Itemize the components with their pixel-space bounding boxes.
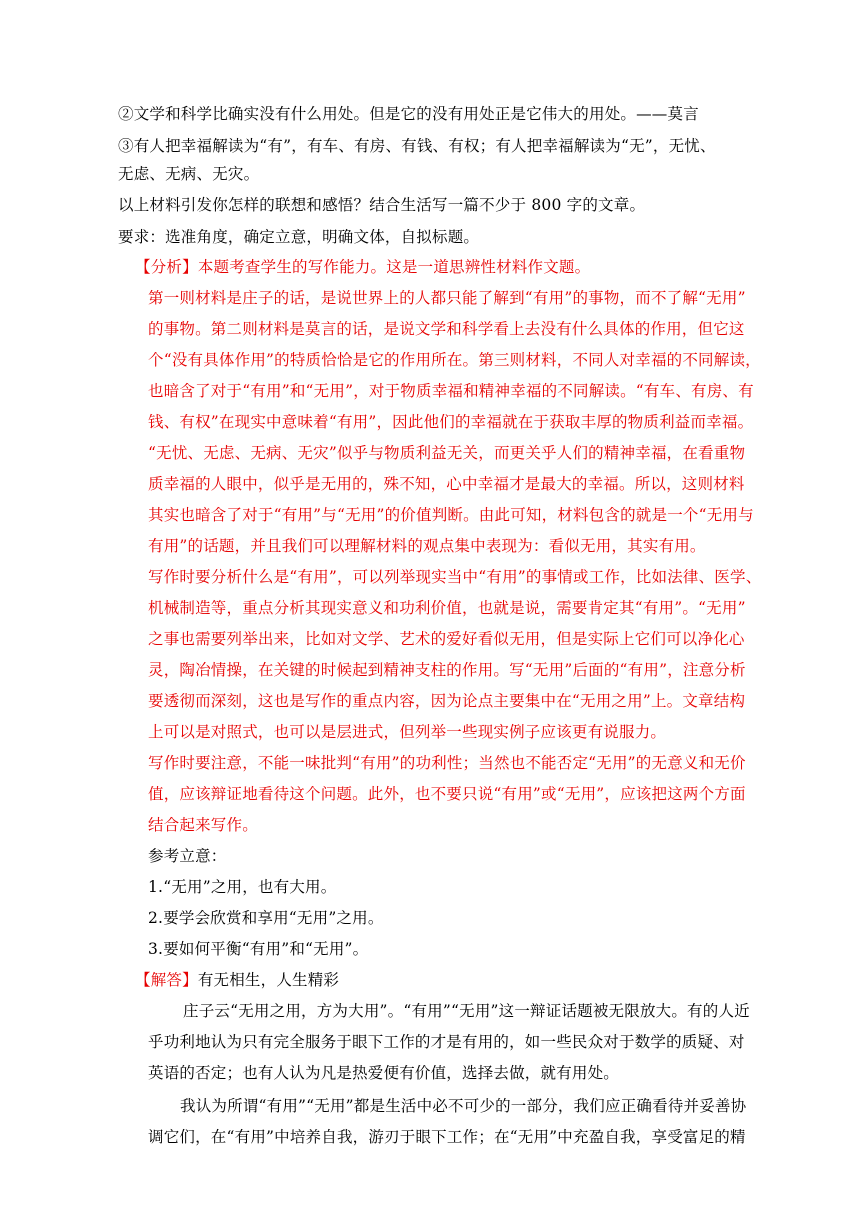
answer-p2-line: 我认为所谓“有用”“无用”都是生活中必不可少的一部分，我们应正确看待并妥善协 [180,1097,747,1115]
analysis-p1-line: 其实也暗含了对于“有用”与“无用”的价值判断。由此可知，材料包含的就是一个“无用与 [148,506,754,524]
answer-title: 有无相生，人生精彩 [197,971,340,989]
answer-heading [135,970,339,990]
analysis-p1-line: “无忧、无虑、无病、无灾”似乎与物质利益无关，而更关乎人们的精神幸福，在看重物 [148,444,746,462]
analysis-p2-line: 上可以是对照式，也可以是层进式，但列举一些现实例子应该更有说服力。 [148,723,667,741]
analysis-p1-line: 质幸福的人眼中，似乎是无用的，殊不知，心中幸福才是最大的幸福。所以，这则材料 [148,475,745,493]
analysis-p2-line: 要透彻而深刻，这也是写作的重点内容，因为论点主要集中在“无用之用”上。文章结构 [148,692,746,710]
writing-prompt: 以上材料引发你怎样的联想和感悟？结合生活写一篇不少于 800 字的文章。 [118,196,646,214]
reference-title: 参考立意： [148,847,227,865]
analysis-p3-line: 值，应该辩证地看待这个问题。此外，也不要只说“有用”或“无用”，应该把这两个方面 [148,785,746,803]
analysis-p1-line: 也暗含了对于“有用”和“无用”，对于物质幸福和精神幸福的不同解读。“有车、有房、有 [148,382,754,400]
analysis-p2-line: 之事也需要列举出来，比如对文学、艺术的爱好看似无用，但是实际上它们可以净化心 [148,630,745,648]
answer-p1-line: 英语的否定；也有人认为凡是热爱便有价值，选择去做，就有用处。 [148,1064,620,1082]
answer-p2-line: 调它们，在“有用”中培养自我，游刃于眼下工作；在“无用”中充盈自我，享受富足的精 [148,1128,746,1146]
answer-label: 【解答】 [135,971,198,989]
material-item-2: ②文学和科学比确实没有什么用处。但是它的没有用处正是它伟大的用处。——莫言 [118,105,699,123]
writing-requirement: 要求：选准角度，确定立意，明确文体，自拟标题。 [118,228,480,246]
material-item-3-line-1: ③有人把幸福解读为“有”，有车、有房、有钱、有权；有人把幸福解读为“无”，无忧、 [118,137,716,155]
reference-point: 3.要如何平衡“有用”和“无用”。 [148,940,369,958]
analysis-p1-line: 第一则材料是庄子的话，是说世界上的人都只能了解到“有用”的事物，而不了解“无用” [148,289,746,307]
material-item-3-line-2: 无虑、无病、无灾。 [118,165,260,183]
analysis-p3-line: 结合起来写作。 [148,816,258,834]
analysis-p1-line: 的事物。第二则材料是莫言的话，是说文学和科学看上去没有什么具体的作用，但它这 [148,320,745,338]
analysis-p1-line: 个“没有具体作用”的特质恰恰是它的作用所在。第三则材料，不同人对幸福的不同解读， [148,351,761,369]
analysis-label: 【分析】 [135,258,198,276]
analysis-p2-line: 机械制造等，重点分析其现实意义和功利价值，也就是说，需要肯定其“有用”。“无用” [148,599,746,617]
analysis-p2-line: 灵，陶冶情操，在关键的时候起到精神支柱的作用。写“无用”后面的“有用”，注意分析 [148,661,746,679]
analysis-p2-line: 写作时要分析什么是“有用”，可以列举现实当中“有用”的事情或工作，比如法律、医学、 [148,568,762,586]
analysis-p1-line: 钱、有权”在现实中意味着“有用”，因此他们的幸福就在于获取丰厚的物质利益而幸福。 [148,413,754,431]
analysis-intro: 本题考查学生的写作能力。这是一道思辨性材料作文题。 [197,258,591,276]
analysis-p1-line: 有用”的话题，并且我们可以理解材料的观点集中表现为：看似无用，其实有用。 [148,537,706,555]
analysis-p3-line: 写作时要注意，不能一味批判“有用”的功利性；当然也不能否定“无用”的无意义和无价 [148,754,746,772]
analysis-heading [135,257,590,277]
answer-p1-line: 乎功利地认为只有完全服务于眼下工作的才是有用的，如一些民众对于数学的质疑、对 [148,1033,745,1051]
reference-point: 1.“无用”之用，也有大用。 [148,878,337,896]
answer-p1-line: 庄子云“无用之用，方为大用”。“有用”“无用”这一辩证话题被无限放大。有的人近 [183,1002,750,1020]
reference-point: 2.要学会欣赏和享用“无用”之用。 [148,909,384,927]
